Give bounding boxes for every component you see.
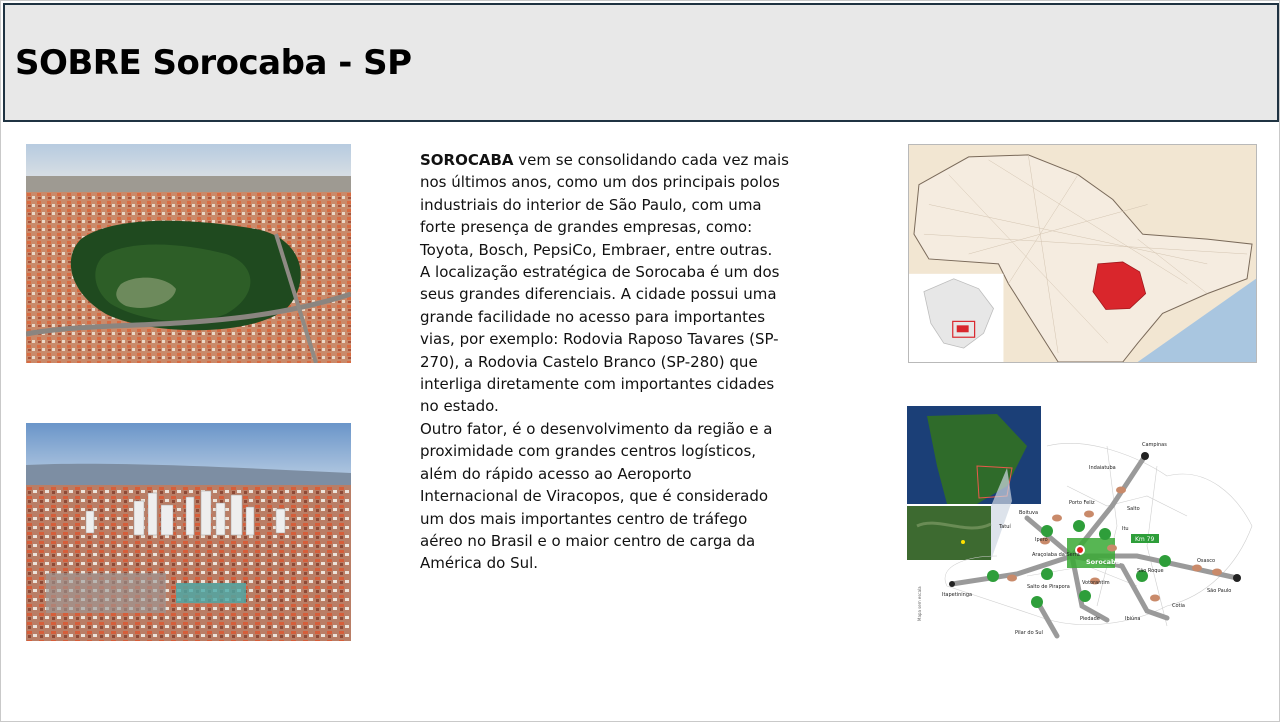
map-city-label: Sorocaba [1086, 558, 1121, 566]
place-itu: Itu [1122, 526, 1129, 532]
map-scale-note: Mapa sem escala [917, 586, 922, 621]
place-aracoiaba: Araçoiaba da Serra [1032, 552, 1080, 558]
place-pilar-do-sul: Pilar do Sul [1015, 630, 1043, 636]
place-sao-paulo: São Paulo [1207, 588, 1232, 594]
paragraph-3 [420, 418, 790, 575]
place-piedade: Piedade [1080, 616, 1100, 622]
place-ipero: Iperó [1035, 537, 1048, 543]
paragraph-2 [420, 261, 790, 418]
place-votorantim: Votorantim [1082, 580, 1110, 586]
place-boituva: Boituva [1019, 510, 1039, 516]
road-network-map [907, 406, 1256, 642]
map-km-label: Km 79 [1135, 536, 1155, 543]
place-osasco: Osasco [1197, 558, 1216, 564]
place-itapetininga: Itapetininga [942, 592, 973, 598]
paragraph-3-text: Outro fator, é o desenvolvimento da região e a proximidade com grandes centros logísticos, além do rápido acesso ao Aeroporto Internacional de Viracopos, que é considerado um dos mais importantes centro de tráfego aéreo no Brasil e o maior centro de carga da América do Sul. [420, 419, 773, 573]
place-campinas: Campinas [1142, 442, 1167, 448]
paragraph-1 [420, 149, 790, 261]
place-porto-feliz: Porto Feliz [1069, 500, 1095, 506]
place-tatui: Tatuí [999, 524, 1011, 530]
aerial-park-photo [26, 144, 351, 363]
place-indaiatuba: Indaiatuba [1089, 465, 1116, 471]
city-skyline-photo [26, 423, 351, 641]
slide-title: SOBRE Sorocaba - SP [15, 43, 412, 83]
paragraph-1-lead: SOROCABA [420, 151, 514, 169]
sao-paulo-state-map [908, 144, 1257, 363]
body-text [420, 149, 790, 575]
place-ibiuna: Ibiúna [1125, 616, 1141, 622]
paragraph-1-text: vem se consolidando cada vez mais nos últimos anos, como um dos principais polos industriais do interior de São Paulo, com uma forte presença de grandes empresas, como: Toyota, Bosch, PepsiCo, Embraer, entre outras. [420, 151, 789, 259]
place-sao-roque: São Roque [1137, 568, 1164, 574]
paragraph-2-text: A localização estratégica de Sorocaba é um dos seus grandes diferenciais. A cidade possui uma grande facilidade no acesso para importantes vias, por exemplo: Rodovia Raposo Tavares (SP-270), a Rodovia Castelo Branco (SP-280) que interliga diretamente com importantes cidades no estado. [420, 263, 780, 416]
title-bar [3, 3, 1279, 122]
place-cotia: Cotia [1172, 603, 1185, 609]
place-salto: Salto [1127, 506, 1140, 512]
place-salto-de-pirapora: Salto de Pirapora [1027, 584, 1070, 590]
